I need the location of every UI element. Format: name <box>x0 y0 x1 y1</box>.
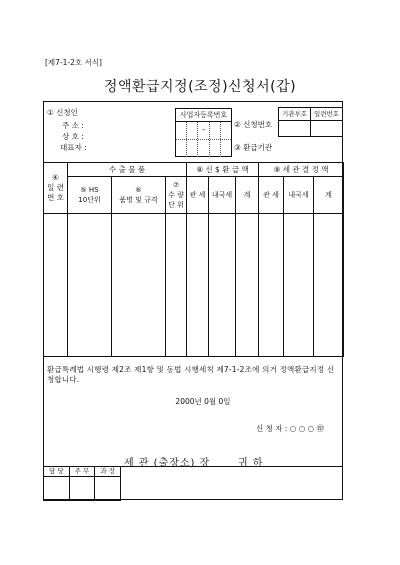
digit-cell <box>221 140 231 157</box>
decided-customs-duty-cell <box>259 214 284 357</box>
approval-chief-cell <box>69 477 95 501</box>
trade-name-label: 상 호 : <box>62 132 84 141</box>
agency-code-cell <box>279 121 310 137</box>
applied-internal-tax-cell <box>209 214 236 357</box>
approval-chief-header: 주 무 <box>69 467 95 477</box>
representative-label: 대표자 : <box>60 143 87 152</box>
quantity-unit-header-line: ⑦ <box>172 181 180 189</box>
approval-header-row <box>44 467 121 477</box>
agency-code-header: 기관부호 <box>281 110 308 118</box>
digit-cell <box>187 122 198 139</box>
item-serial-header-line: 번 호 <box>47 193 64 202</box>
business-registration-number-row <box>176 122 231 139</box>
applied-refund-amount-header: ⑧ 신 $ 환 급 액 <box>187 163 259 177</box>
hs-code-cell <box>68 214 112 357</box>
separator-cell: - <box>198 122 209 139</box>
applied-total-cell <box>236 214 259 357</box>
decided-internal-tax-cell <box>284 214 314 357</box>
business-registration-number-box <box>175 108 232 157</box>
approval-manager-cell <box>95 477 121 501</box>
declaration-date: 2000년 0월 0일 <box>175 397 231 406</box>
addressee-honorific: 귀 하 <box>238 458 264 469</box>
hs-code-header-line: 10단위 <box>78 196 101 204</box>
item-spec-header-line: 품명 및 규격 <box>119 196 158 204</box>
item-spec-cell <box>112 214 166 357</box>
decided-internal-tax-header: 내국세 <box>284 177 314 214</box>
item-serial-header <box>44 163 68 214</box>
table-header-row <box>44 163 344 177</box>
applicant-label: ① 신청인 <box>47 108 78 117</box>
digit-cell <box>176 122 187 139</box>
decided-customs-duty-header: 관 세 <box>259 177 284 214</box>
application-number-header-row <box>279 108 342 121</box>
application-number-label: ② 신청번호 <box>234 120 273 129</box>
decided-total-cell <box>314 214 344 357</box>
quantity-unit-cell <box>166 214 187 357</box>
digit-cell <box>176 140 187 157</box>
application-number-box <box>278 107 343 137</box>
address-label: 주 소 : <box>62 121 84 130</box>
hs-code-header-line: ⑤ HS <box>80 186 99 194</box>
item-spec-header <box>112 177 166 214</box>
form-number: [제7-1-2호 서식] <box>45 58 102 67</box>
applicant-signature-line: 신 청 자 : ○ ○ ○ ㊞ <box>256 424 325 433</box>
applied-customs-duty-cell <box>187 214 209 357</box>
form-title: 정액환급지정(조정)신청서(갑) <box>103 79 297 95</box>
item-serial-cell <box>44 214 68 357</box>
quantity-unit-header <box>166 177 187 214</box>
quantity-unit-header-line: 단 위 <box>168 201 184 209</box>
approval-manager-header: 과 장 <box>95 467 121 477</box>
item-serial-header-line: 일 련 <box>47 183 64 192</box>
addressee: 세 관 (출장소) 장 <box>124 458 211 469</box>
refund-agency-label: ③ 환급기관 <box>234 143 273 152</box>
item-serial-number-mark: ④ <box>52 173 59 182</box>
item-spec-header-line: ⑥ <box>135 186 142 194</box>
application-number-value-row <box>279 121 342 137</box>
approval-stamp-row <box>44 477 121 501</box>
quantity-unit-header-line: 수 량 <box>168 191 184 199</box>
applied-customs-duty-header: 관 세 <box>187 177 209 214</box>
export-goods-header: 수 출 물 품 <box>68 163 187 177</box>
approval-staff-cell <box>44 477 70 501</box>
digit-cell <box>221 122 231 139</box>
refund-items-table <box>43 162 344 357</box>
applied-internal-tax-header: 내국세 <box>209 177 236 214</box>
business-registration-number-row <box>176 139 231 157</box>
approval-staff-header: 담 당 <box>44 467 70 477</box>
digit-cell <box>198 140 209 157</box>
table-row <box>44 214 344 357</box>
digit-cell <box>210 122 221 139</box>
serial-number-header: 일련번호 <box>310 108 342 120</box>
digit-cell <box>187 140 198 157</box>
approval-table <box>43 466 121 501</box>
table-subheader-row <box>44 177 344 214</box>
digit-cell <box>210 140 221 157</box>
hs-code-header <box>68 177 112 214</box>
serial-number-cell <box>310 121 342 137</box>
business-registration-number-header: 사업자등록번호 <box>176 109 231 122</box>
decided-total-header: 계 <box>314 177 344 214</box>
customs-decided-amount-header: ⑨ 세 관 결 정 액 <box>259 163 344 177</box>
applied-total-header: 계 <box>236 177 259 214</box>
declaration-text: 환급특례법 시행령 제2조 제1항 및 동법 시행세칙 제7-1-2조에 의거 정액환급지정 신청합니다. <box>47 365 335 384</box>
